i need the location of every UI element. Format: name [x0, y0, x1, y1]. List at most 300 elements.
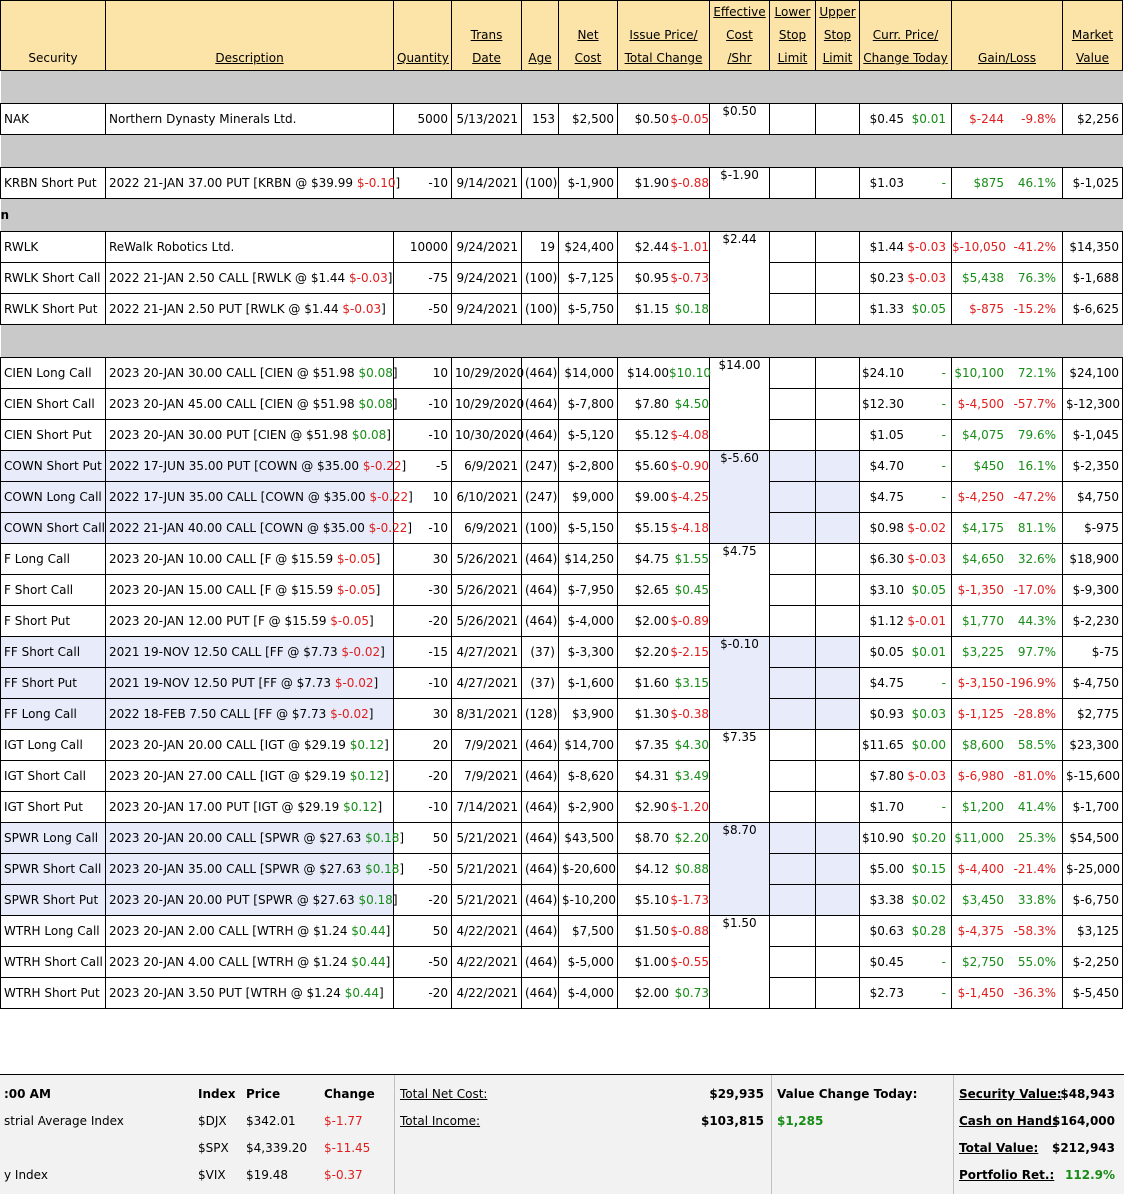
- table-row[interactable]: [1, 232, 1123, 263]
- age-cell: (100): [522, 513, 559, 544]
- description-cell: [106, 420, 394, 451]
- age-cell: (464): [522, 978, 559, 1009]
- description-cell: [106, 451, 407, 482]
- lower-stop-cell: [770, 792, 816, 823]
- change-today: -: [941, 397, 946, 411]
- net-cost-cell: $-5,120: [559, 420, 618, 451]
- net-cost-cell: $9,000: [559, 482, 618, 513]
- effective-cost-cell: $-1.90: [710, 168, 770, 199]
- gain-percent: 41.4%: [1017, 800, 1056, 814]
- gain-amount: $-1,450: [957, 986, 1004, 1000]
- quantity-cell: 30: [394, 544, 452, 575]
- curr-price-cell: [860, 668, 952, 699]
- trans-date-cell: 10/30/2020: [452, 420, 522, 451]
- bracket-close: ]: [373, 676, 379, 690]
- underlying-change: $0.12: [343, 800, 378, 814]
- issue-price-cell: [618, 637, 710, 668]
- total-net-cost-value: $29,935: [709, 1087, 764, 1101]
- total-change: $-0.88: [670, 176, 709, 190]
- bracket-close: ]: [385, 924, 391, 938]
- curr-price-cell: [860, 575, 952, 606]
- total-change: $3.15: [674, 676, 709, 690]
- description-cell: [106, 637, 394, 668]
- table-row[interactable]: [1, 482, 1123, 513]
- issue-price-cell: [618, 761, 710, 792]
- underlying-change: $0.44: [344, 986, 380, 1000]
- index-symbol: $VIX: [198, 1168, 226, 1182]
- curr-price-cell: [860, 482, 952, 513]
- col-security[interactable]: Security: [1, 1, 106, 71]
- lower-stop-cell: [770, 730, 816, 761]
- description-text: 2023 20-JAN 15.00 CALL [F @ $15.59: [109, 583, 337, 597]
- col-description[interactable]: Description: [106, 1, 394, 71]
- issue-price: $0.95: [634, 271, 669, 285]
- upper-stop-cell: [816, 699, 860, 730]
- issue-price-cell: [618, 792, 710, 823]
- curr-price-cell: [860, 637, 952, 668]
- bracket-close: ]: [407, 521, 413, 535]
- description-cell: [106, 730, 394, 761]
- security-cell: WTRH Short Put: [1, 978, 106, 1009]
- issue-price-cell: [618, 854, 710, 885]
- trans-date-cell: 4/27/2021: [452, 637, 522, 668]
- table-row[interactable]: [1, 168, 1123, 199]
- lower-stop-cell: [770, 854, 816, 885]
- upper-stop-cell: [816, 916, 860, 947]
- trans-date-cell: 4/22/2021: [452, 978, 522, 1009]
- net-cost-cell: $-2,800: [559, 451, 618, 482]
- current-price: $4.75: [869, 490, 904, 504]
- net-cost-cell: $-1,600: [559, 668, 618, 699]
- curr-price-cell: [860, 358, 952, 389]
- upper-stop-cell: [816, 885, 860, 916]
- header-row: [1, 1, 1123, 71]
- trans-date-cell: 5/13/2021: [452, 104, 522, 135]
- col-curr-price[interactable]: Curr. Price/ Change Today: [860, 1, 952, 71]
- current-price: $1.05: [869, 428, 904, 442]
- effective-cost-cell: $-5.60: [710, 451, 770, 544]
- change-today: -: [941, 676, 946, 690]
- description-text: 2023 20-JAN 20.00 PUT [SPWR @ $27.63: [109, 893, 359, 907]
- issue-price: $1.50: [634, 924, 669, 938]
- index-symbol: $DJX: [198, 1114, 227, 1128]
- issue-price-cell: [618, 544, 710, 575]
- lower-stop-cell: [770, 513, 816, 544]
- trans-date-cell: 7/9/2021: [452, 761, 522, 792]
- security-cell: WTRH Long Call: [1, 916, 106, 947]
- col-lower-stop[interactable]: Lower Stop Limit: [770, 1, 816, 71]
- change-today: $0.01: [911, 112, 946, 126]
- portfolio-summary-panel: [959, 1075, 1119, 1194]
- gain-amount: $-244: [969, 112, 1004, 126]
- quantity-cell: -10: [394, 792, 452, 823]
- current-price: $12.30: [862, 397, 904, 411]
- gain-amount: $-4,250: [957, 490, 1004, 504]
- table-row[interactable]: [1, 358, 1123, 389]
- total-change: $-0.38: [670, 707, 709, 721]
- trans-date-cell: 10/29/2020: [452, 389, 522, 420]
- gain-percent: -41.2%: [1013, 240, 1056, 254]
- col-quantity[interactable]: Quantity: [394, 1, 452, 71]
- description-text: 2021 19-NOV 12.50 CALL [FF @ $7.73: [109, 645, 342, 659]
- upper-stop-cell: [816, 232, 860, 263]
- description-text: 2022 21-JAN 2.50 PUT [RWLK @ $1.44: [109, 302, 343, 316]
- gain-amount: $1,200: [962, 800, 1004, 814]
- market-value-cell: $-25,000: [1063, 854, 1123, 885]
- age-cell: (464): [522, 358, 559, 389]
- lower-stop-cell: [770, 482, 816, 513]
- bracket-close: ]: [392, 397, 398, 411]
- trans-date-cell: 5/21/2021: [452, 823, 522, 854]
- effective-cost-cell: $0.50: [710, 104, 770, 135]
- change-today: $0.00: [911, 738, 946, 752]
- curr-price-cell: [860, 168, 952, 199]
- age-cell: (100): [522, 168, 559, 199]
- total-change: $-4.08: [670, 428, 709, 442]
- underlying-change: $0.18: [365, 831, 400, 845]
- current-price: $4.75: [869, 676, 904, 690]
- age-cell: 19: [522, 232, 559, 263]
- current-price: $0.05: [869, 645, 904, 659]
- total-income-label: Total Income:: [400, 1114, 481, 1128]
- table-row[interactable]: [1, 294, 1123, 325]
- table-row[interactable]: [1, 451, 1123, 482]
- value-change-value: $1,285: [777, 1114, 824, 1128]
- gain-percent: 44.3%: [1017, 614, 1056, 628]
- underlying-change: $0.44: [351, 924, 386, 938]
- issue-price: $0.50: [634, 112, 669, 126]
- age-cell: (128): [522, 699, 559, 730]
- net-cost-cell: $14,700: [559, 730, 618, 761]
- age-cell: (464): [522, 761, 559, 792]
- gain-amount: $875: [973, 176, 1004, 190]
- table-row[interactable]: [1, 389, 1123, 420]
- description-cell: [106, 668, 394, 699]
- description-cell: [106, 606, 394, 637]
- change-today: -: [941, 459, 946, 473]
- total-income-value: $103,815: [700, 1114, 764, 1128]
- description-text: 2023 20-JAN 45.00 CALL [CIEN @ $51.98: [109, 397, 359, 411]
- quantity-cell: 50: [394, 916, 452, 947]
- gain-amount: $-6,980: [957, 769, 1004, 783]
- current-price: $1.12: [869, 614, 904, 628]
- gain-loss-cell: [952, 668, 1063, 699]
- portfolio-return-label: Portfolio Ret.:: [959, 1168, 1055, 1182]
- gain-loss-cell: [952, 358, 1063, 389]
- col-trans-date[interactable]: Trans Date: [452, 1, 522, 71]
- change-today: -: [941, 428, 946, 442]
- market-value-cell: $2,775: [1063, 699, 1123, 730]
- gain-percent: -21.4%: [1013, 862, 1056, 876]
- curr-price-cell: [860, 947, 952, 978]
- upper-stop-cell: [816, 637, 860, 668]
- underlying-change: $-0.02: [334, 676, 374, 690]
- trans-date-cell: 9/24/2021: [452, 294, 522, 325]
- underlying-change: $-0.22: [362, 459, 402, 473]
- total-change: $-1.20: [670, 800, 709, 814]
- issue-price-cell: [618, 699, 710, 730]
- col-market-value[interactable]: Market Value: [1063, 1, 1123, 71]
- upper-stop-cell: [816, 761, 860, 792]
- lower-stop-cell: [770, 978, 816, 1009]
- security-cell: SPWR Long Call: [1, 823, 106, 854]
- gain-percent: 79.6%: [1017, 428, 1056, 442]
- description-cell: [106, 978, 394, 1009]
- change-today: -: [941, 986, 946, 1000]
- description-text: Northern Dynasty Minerals Ltd.: [109, 112, 297, 126]
- age-cell: (464): [522, 885, 559, 916]
- total-net-cost-label: Total Net Cost:: [400, 1087, 488, 1101]
- table-row[interactable]: [1, 513, 1123, 544]
- gain-amount: $4,075: [962, 428, 1004, 442]
- security-cell: F Long Call: [1, 544, 106, 575]
- age-cell: (464): [522, 823, 559, 854]
- issue-price: $2.20: [634, 645, 669, 659]
- gain-loss-cell: [952, 451, 1063, 482]
- table-row[interactable]: [1, 730, 1123, 761]
- description-text: 2023 20-JAN 20.00 CALL [IGT @ $29.19: [109, 738, 350, 752]
- age-cell: (464): [522, 420, 559, 451]
- quantity-cell: 10: [394, 358, 452, 389]
- description-cell: [106, 916, 394, 947]
- market-time-label: :00 AM: [4, 1087, 51, 1101]
- security-cell: FF Short Put: [1, 668, 106, 699]
- gain-amount: $8,600: [962, 738, 1004, 752]
- upper-stop-cell: [816, 513, 860, 544]
- market-value-cell: $-2,350: [1063, 451, 1123, 482]
- underlying-change: $0.08: [358, 366, 393, 380]
- table-row[interactable]: [1, 668, 1123, 699]
- age-cell: (464): [522, 606, 559, 637]
- curr-price-cell: [860, 606, 952, 637]
- current-price: $11.65: [862, 738, 904, 752]
- table-row[interactable]: [1, 420, 1123, 451]
- current-price: $0.93: [869, 707, 904, 721]
- bracket-close: ]: [386, 428, 391, 442]
- lower-stop-cell: [770, 232, 816, 263]
- description-cell: [106, 358, 398, 389]
- market-value-cell: $23,300: [1063, 730, 1123, 761]
- gain-percent: -28.8%: [1013, 707, 1056, 721]
- curr-price-cell: [860, 513, 952, 544]
- value-change-label: Value Change Today:: [777, 1087, 918, 1101]
- trans-date-cell: 7/14/2021: [452, 792, 522, 823]
- gain-loss-cell: [952, 544, 1063, 575]
- effective-cost-cell: $7.35: [710, 730, 770, 823]
- quantity-cell: -10: [394, 389, 452, 420]
- lower-stop-cell: [770, 294, 816, 325]
- description-cell: [106, 761, 394, 792]
- group-header-row: [1, 199, 1123, 232]
- gain-loss-cell: [952, 513, 1063, 544]
- gain-percent: -57.7%: [1013, 397, 1056, 411]
- index-price: $19.48: [246, 1168, 288, 1182]
- current-price: $0.45: [869, 112, 904, 126]
- col-issue-price[interactable]: Issue Price/ Total Change: [618, 1, 710, 71]
- underlying-change: $-0.05: [336, 552, 376, 566]
- bracket-close: ]: [381, 302, 386, 316]
- col-gain-loss[interactable]: Gain/Loss: [952, 1, 1063, 71]
- quantity-cell: 10: [394, 482, 452, 513]
- issue-price-cell: [618, 575, 710, 606]
- market-value-cell: $-1,700: [1063, 792, 1123, 823]
- change-today: $0.15: [911, 862, 946, 876]
- lower-stop-cell: [770, 916, 816, 947]
- curr-price-cell: [860, 420, 952, 451]
- lower-stop-cell: [770, 544, 816, 575]
- change-today: -: [941, 490, 946, 504]
- description-cell: [106, 168, 401, 199]
- table-row[interactable]: [1, 854, 1123, 885]
- lower-stop-cell: [770, 637, 816, 668]
- issue-price: $4.31: [634, 769, 669, 783]
- gain-amount: $3,450: [962, 893, 1004, 907]
- security-cell: IGT Short Put: [1, 792, 106, 823]
- trans-date-cell: 5/21/2021: [452, 854, 522, 885]
- issue-price-cell: [618, 730, 710, 761]
- trans-date-cell: 8/31/2021: [452, 699, 522, 730]
- security-cell: COWN Short Put: [1, 451, 106, 482]
- table-row[interactable]: [1, 761, 1123, 792]
- table-row[interactable]: [1, 885, 1123, 916]
- table-row[interactable]: [1, 947, 1123, 978]
- current-price: $2.73: [869, 986, 904, 1000]
- quantity-cell: -50: [394, 854, 452, 885]
- issue-price-cell: [618, 916, 710, 947]
- current-price: $10.90: [862, 831, 904, 845]
- table-row[interactable]: [1, 606, 1123, 637]
- change-today: $0.03: [911, 707, 946, 721]
- gain-loss-cell: [952, 637, 1063, 668]
- gain-loss-cell: [952, 606, 1063, 637]
- issue-price-cell: [618, 513, 710, 544]
- security-cell: F Short Put: [1, 606, 106, 637]
- index-change: $-11.45: [324, 1141, 371, 1155]
- upper-stop-cell: [816, 263, 860, 294]
- issue-price: $8.70: [634, 831, 669, 845]
- table-row[interactable]: [1, 916, 1123, 947]
- total-change: $-2.15: [670, 645, 709, 659]
- current-price: $24.10: [862, 366, 904, 380]
- table-row[interactable]: [1, 575, 1123, 606]
- quantity-cell: -10: [394, 168, 452, 199]
- security-cell: RWLK: [1, 232, 106, 263]
- gain-percent: 55.0%: [1017, 955, 1056, 969]
- net-cost-cell: $-20,600: [559, 854, 618, 885]
- col-age[interactable]: Age: [522, 1, 559, 71]
- trans-date-cell: 6/9/2021: [452, 451, 522, 482]
- table-row[interactable]: [1, 978, 1123, 1009]
- change-today: $0.02: [911, 893, 946, 907]
- gain-amount: $1,770: [962, 614, 1004, 628]
- quantity-cell: -50: [394, 294, 452, 325]
- lower-stop-cell: [770, 668, 816, 699]
- gain-percent: 76.3%: [1017, 271, 1056, 285]
- market-value-cell: $14,350: [1063, 232, 1123, 263]
- col-upper-stop[interactable]: Upper Stop Limit: [816, 1, 860, 71]
- age-cell: (100): [522, 294, 559, 325]
- trans-date-cell: 6/9/2021: [452, 513, 522, 544]
- curr-price-cell: [860, 916, 952, 947]
- quantity-cell: -20: [394, 978, 452, 1009]
- upper-stop-cell: [816, 947, 860, 978]
- bracket-close: ]: [379, 986, 384, 1000]
- table-row[interactable]: [1, 104, 1123, 135]
- security-cell: CIEN Long Call: [1, 358, 106, 389]
- lower-stop-cell: [770, 606, 816, 637]
- change-today: $-0.03: [907, 240, 946, 254]
- effective-cost-cell: $-0.10: [710, 637, 770, 730]
- group-header-row: [1, 135, 1123, 168]
- gain-loss-cell: [952, 730, 1063, 761]
- gain-amount: $-1,350: [957, 583, 1004, 597]
- issue-price: $7.35: [634, 738, 669, 752]
- upper-stop-cell: [816, 420, 860, 451]
- issue-price: $1.60: [634, 676, 669, 690]
- gain-percent: -9.8%: [1021, 112, 1056, 126]
- upper-stop-cell: [816, 389, 860, 420]
- total-change: $2.20: [674, 831, 709, 845]
- table-row[interactable]: [1, 544, 1123, 575]
- effective-cost-cell: $8.70: [710, 823, 770, 916]
- market-value-cell: $18,900: [1063, 544, 1123, 575]
- underlying-change: $-0.03: [349, 271, 388, 285]
- gain-percent: -81.0%: [1013, 769, 1056, 783]
- col-effective-cost[interactable]: Effective Cost /Shr: [710, 1, 770, 71]
- description-text: 2023 20-JAN 30.00 CALL [CIEN @ $51.98: [109, 366, 359, 380]
- issue-price-cell: [618, 978, 710, 1009]
- table-row[interactable]: [1, 792, 1123, 823]
- security-cell: FF Long Call: [1, 699, 106, 730]
- table-row[interactable]: [1, 823, 1123, 854]
- security-cell: F Short Call: [1, 575, 106, 606]
- lower-stop-cell: [770, 885, 816, 916]
- change-today: $0.01: [911, 645, 946, 659]
- current-price: $0.23: [869, 271, 904, 285]
- gain-amount: $-4,400: [957, 862, 1004, 876]
- table-row[interactable]: [1, 699, 1123, 730]
- issue-price-cell: [618, 823, 710, 854]
- gain-percent: -17.0%: [1013, 583, 1056, 597]
- gain-amount: $-875: [969, 302, 1004, 316]
- issue-price: $9.00: [634, 490, 669, 504]
- gain-percent: 25.3%: [1017, 831, 1056, 845]
- divider: [771, 1075, 772, 1194]
- description-cell: [106, 575, 394, 606]
- quantity-cell: -20: [394, 761, 452, 792]
- current-price: $3.38: [869, 893, 904, 907]
- table-row[interactable]: [1, 263, 1123, 294]
- description-text: 2023 20-JAN 30.00 PUT [CIEN @ $51.98: [109, 428, 352, 442]
- curr-price-cell: [860, 294, 952, 325]
- gain-loss-cell: [952, 294, 1063, 325]
- table-row[interactable]: [1, 637, 1123, 668]
- lower-stop-cell: [770, 358, 816, 389]
- underlying-change: $-0.02: [341, 645, 381, 659]
- issue-price: $2.00: [634, 986, 669, 1000]
- total-change: $4.30: [674, 738, 709, 752]
- description-text: 2022 17-JUN 35.00 CALL [COWN @ $35.00: [109, 490, 370, 504]
- gain-percent: -36.3%: [1013, 986, 1056, 1000]
- change-today: $-0.03: [907, 271, 946, 285]
- gain-loss-cell: [952, 792, 1063, 823]
- lower-stop-cell: [770, 263, 816, 294]
- net-cost-cell: $-7,800: [559, 389, 618, 420]
- issue-price: $1.30: [634, 707, 669, 721]
- change-today: -: [941, 955, 946, 969]
- col-net-cost[interactable]: Net Cost: [559, 1, 618, 71]
- current-price: $7.80: [869, 769, 904, 783]
